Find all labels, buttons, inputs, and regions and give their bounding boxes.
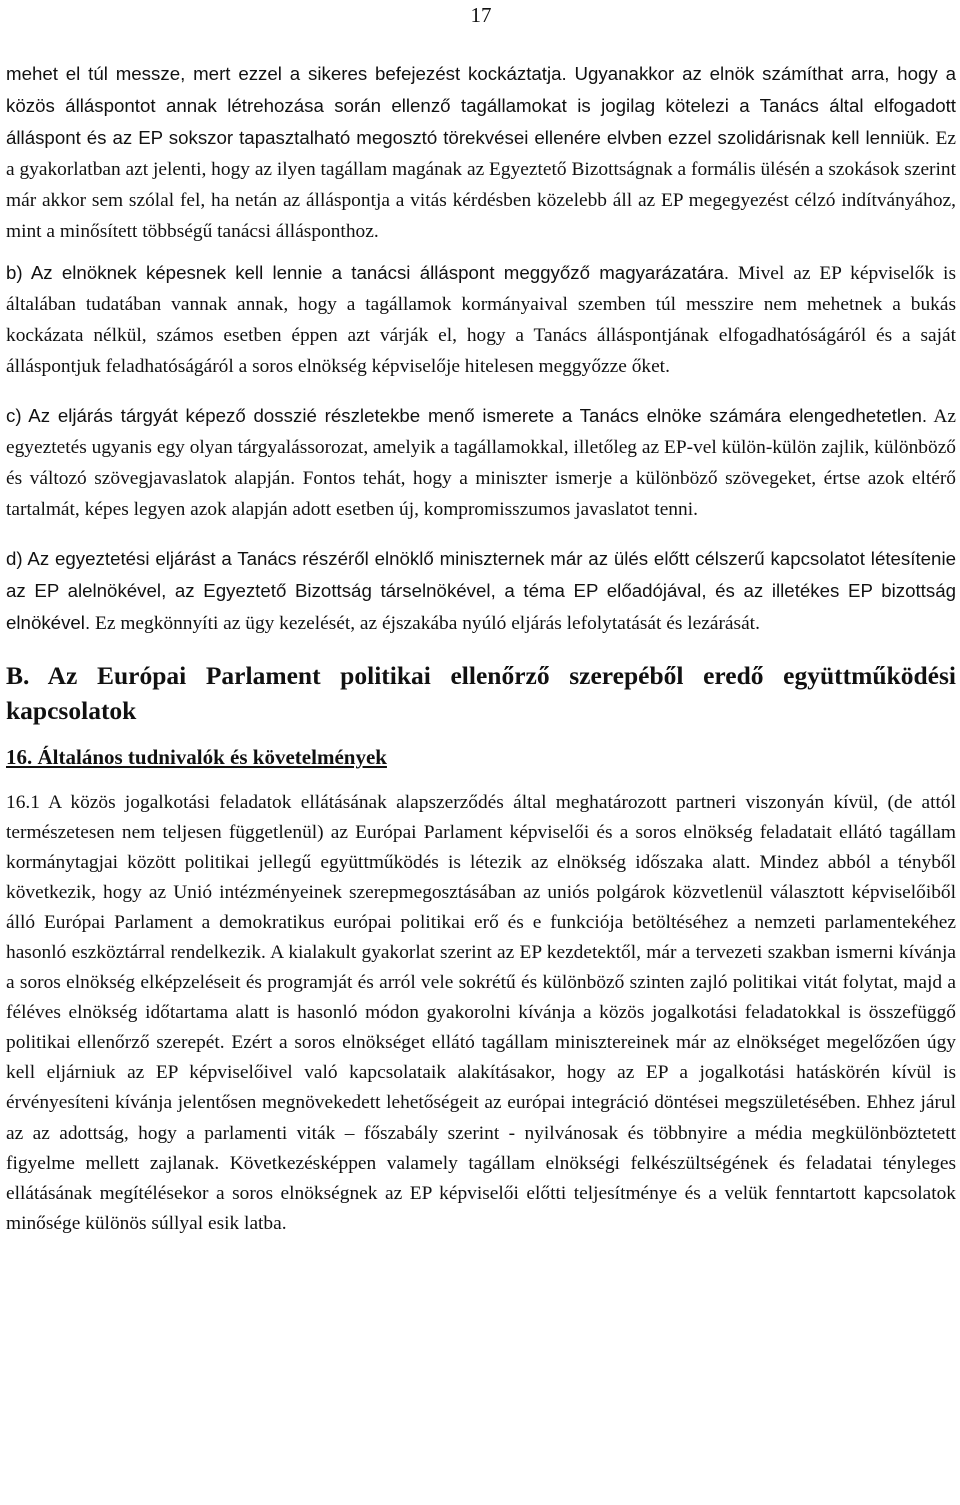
paragraph-c-serif-text: Az egyeztetés ugyanis egy olyan tárgyalássorozat, amelyik a tagállamokkal, illetőleg az EP-vel külön-külön zajlik, különböző és változó szövegjavaslatok alapján. Fontos tehát, hogy a miniszter ismerje a különböző szövegeket, értse azok eltérő tartalmát, képes legyen azok alapján adott esetben új, kompromisszumos javaslatot tenni.: [6, 406, 956, 520]
paragraph-continuation-serif-text: Ez a gyakorlatban azt jelenti, hogy az ilyen tagállam magának az Egyeztető Bizottságnak a formális ülésén a szokások szerint már akkor sem szólal fel, ha netán az álláspontja a vitás kérdésben közelebb áll az EP megegyezést célzó indítványához, mint a minősített többségű tanácsi állásponthoz.: [6, 128, 956, 242]
section-heading-b: B. Az Európai Parlament politikai ellenőrző szerepéből eredő együttműködési kapcsolatok: [6, 661, 956, 725]
paragraph-d-sans-text: d) Az egyeztetési eljárást a Tanács részéről elnöklő miniszternek már az ülés előtt célszerű kapcsolatot létesítenie az EP alelnökével, az Egyeztető Bizottság társelnökével, a téma EP előadójával, és az illetékes EP bizottság elnökével.: [6, 548, 956, 633]
page-body: [6, 58, 956, 1239]
paragraph-d-serif-text: Ez megkönnyíti az ügy kezelését, az éjszakába nyúló eljárás lefolytatását és lezárását.: [95, 613, 760, 634]
page-number: 17: [470, 3, 492, 27]
paragraph-16-1: 16.1 A közös jogalkotási feladatok ellátásának alapszerződés által meghatározott partneri viszonyán kívül, (de attól természetesen nem teljesen függetlenül) az Európai Parlament képviselői és a soros elnökség feladatait ellátó tagállam kormánytagjai között politikai jellegű együttműködés is létezik az elnökség időszaka alatt. Mindez abból a tényből következik, hogy az Unió intézményeinek szerepmegosztásában az uniós polgárok közvetlenül választott képviselőiből álló Európai Parlament a demokratikus európai politikai erő és e funkciója betöltéséhez a nemzeti parlamentekéhez hasonló eszköztárral rendelkezik. A kialakult gyakorlat szerint az EP kezdetektől, már a tervezeti szakban ismerni kívánja a soros elnökség elképzeléseit és programját és arról vele sokrétű és különböző szinten zajló politikai vitát folytat, majd a féléves elnökség időtartama alatt is hasonló módon gyakorolni kívánja a közös jogalkotási feladatokkal is összefüggő politikai ellenőrző szerepét. Ezért a soros elnökséget ellátó tagállam minisztereinek már az elnökséget megelőzően úgy kell eljárniuk az EP képviselőivel való kapcsolataik alakításakor, hogy az EP a jogalkotási hatáskörén kívül is érvényesíteni kívánja jelentősen megnövekedett lehetőségeit az európai integráció döntései megszületésében. Ehhez járul az az adottság, hogy a parlamenti viták – főszabály szerint - nyilvánosak és többnyire a média megkülönböztetett figyelme mellett zajlanak. Következésképpen valamely tagállam elnökségi felkészültségének és feladatai tényleges ellátásának megítélésekor a soros elnökségnek az EP képviselői előtti teljesítménye és a velük fenntartott kapcsolatok minősége különös súllyal esik latba.: [6, 792, 956, 1234]
paragraph-c-sans-text: c) Az eljárás tárgyát képező dosszié részletekbe menő ismerete a Tanács elnöke számára elengedhetetlen.: [6, 405, 928, 426]
paragraph-c: [6, 400, 956, 525]
subsection-heading-16: 16. Általános tudnivalók és követelmények: [6, 745, 387, 769]
paragraph-continuation: [6, 58, 956, 247]
paragraph-b: [6, 257, 956, 382]
paragraph-continuation-sans-text: mehet el túl messze, mert ezzel a sikeres befejezést kockáztatja. Ugyanakkor az elnök számíthat arra, hogy a közös álláspontot annak létrehozása során ellenző tagállamokat is jogilag kötelezi a Tanács által elfogadott álláspont és az EP sokszor tapasztalható megosztó törekvései ellenére elvben ezzel szolidárisnak kell lenniük.: [6, 63, 956, 148]
paragraph-b-serif-text: Mivel az EP képviselők is általában tudatában vannak annak, hogy a tagállamok kormányaival szemben túl messzire nem mehetnek a bukás kockázata nélkül, számos esetben éppen azt várják el, hogy a Tanács álláspontjának elfogadhatóságáról és a saját álláspontjuk feladhatóságáról a soros elnökség képviselője hitelesen meggyőzze őket.: [6, 263, 956, 377]
paragraph-d: [6, 543, 956, 639]
paragraph-b-sans-text: b) Az elnöknek képesnek kell lennie a tanácsi álláspont meggyőző magyarázatára.: [6, 262, 730, 283]
